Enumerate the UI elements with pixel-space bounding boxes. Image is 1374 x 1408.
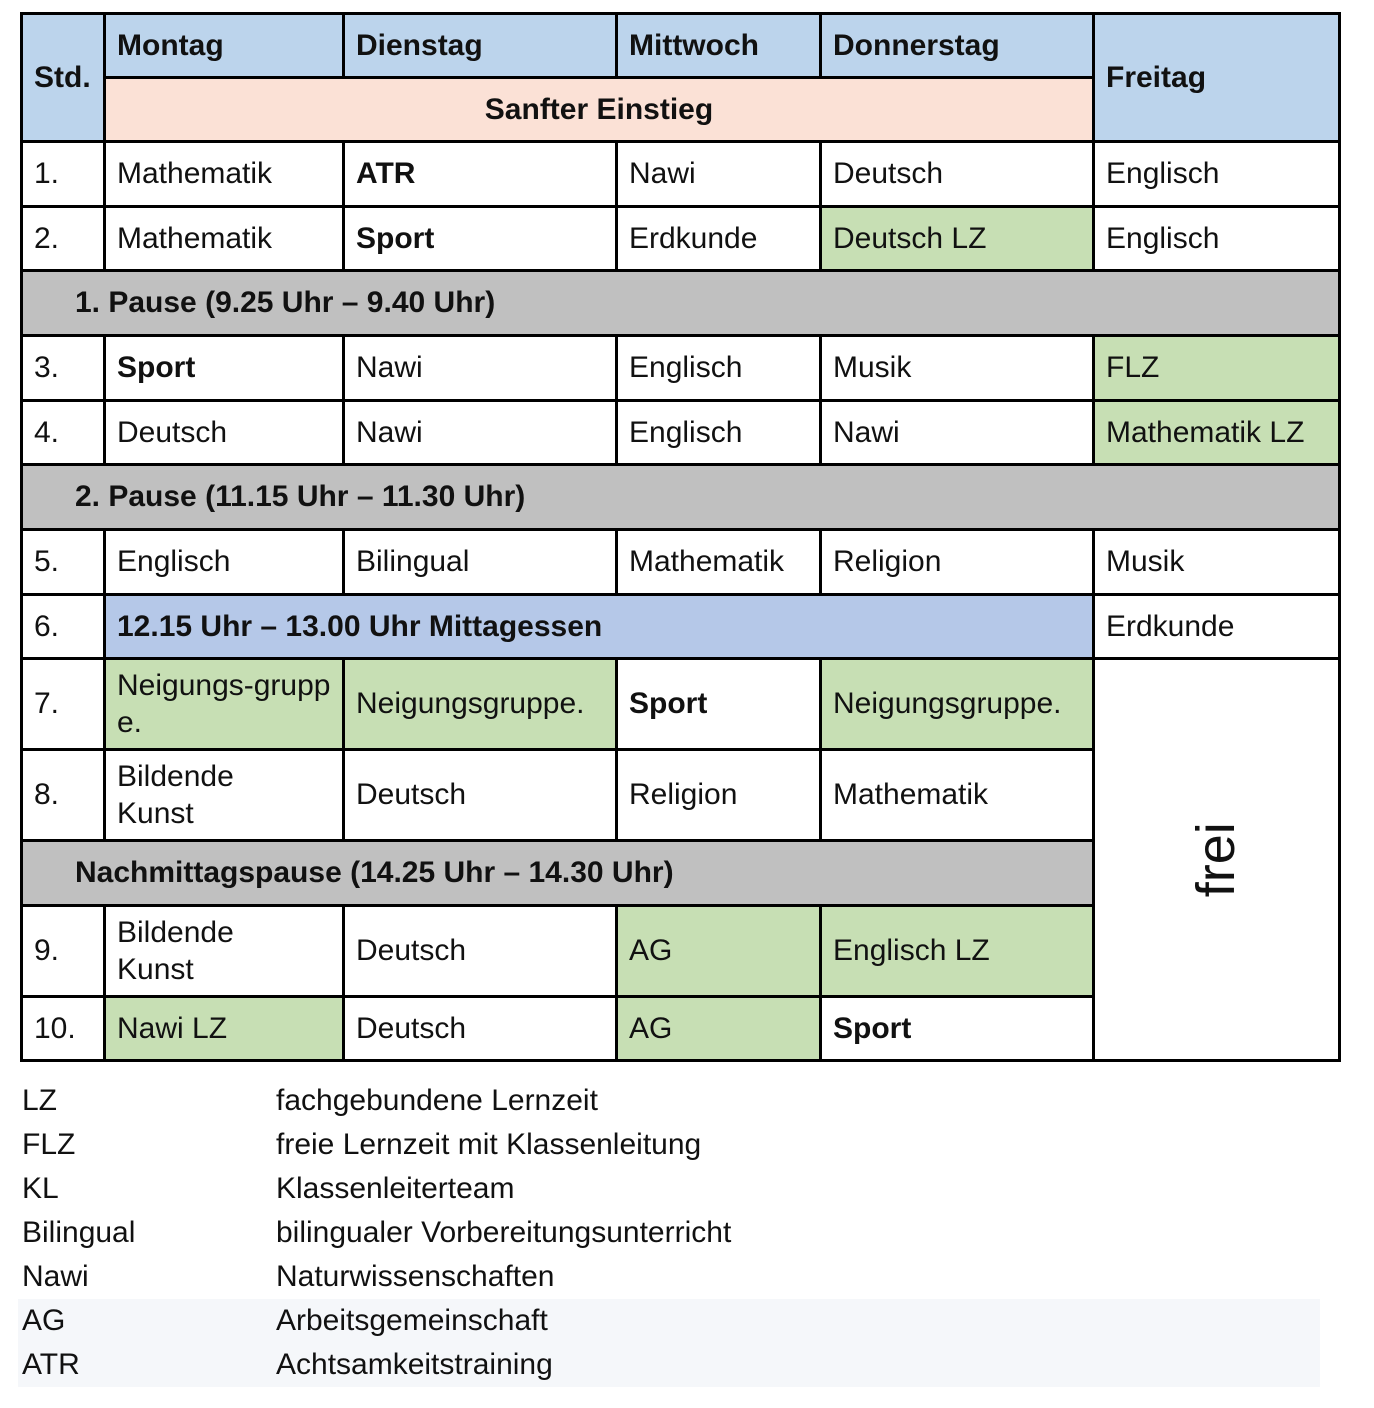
- period-number: 4.: [22, 401, 105, 465]
- lesson-cell: Mathematik: [617, 530, 821, 595]
- lesson-cell: Religion: [617, 750, 821, 841]
- lesson-cell: Deutsch: [105, 401, 344, 465]
- lesson-cell: Nawi: [821, 401, 1094, 465]
- legend-desc: freie Lernzeit mit Klassenleitung: [276, 1128, 702, 1161]
- lesson-cell: Nawi: [617, 142, 821, 207]
- lesson-cell: Nawi: [344, 401, 617, 465]
- lesson-cell: FLZ: [1094, 336, 1340, 401]
- header-std: Std.: [22, 14, 105, 142]
- sanfter-einstieg-banner: Sanfter Einstieg: [105, 78, 1094, 142]
- lesson-cell: Sport: [105, 336, 344, 401]
- period-number: 8.: [22, 750, 105, 841]
- lesson-cell: Mathematik: [821, 750, 1094, 841]
- period-number: 6.: [22, 595, 105, 659]
- frei-cell: [1094, 659, 1340, 1061]
- legend-abbr: LZ: [22, 1084, 58, 1117]
- period-number: 1.: [22, 142, 105, 207]
- header-freitag: Freitag: [1094, 14, 1340, 142]
- legend-row: [18, 1211, 1320, 1255]
- lesson-cell: Mathematik: [105, 142, 344, 207]
- period-number: 10.: [22, 997, 105, 1061]
- legend-desc: Arbeitsgemeinschaft: [276, 1304, 548, 1337]
- lesson-cell: Sport: [344, 207, 617, 271]
- lesson-cell: Neigungs-gruppe.: [105, 659, 344, 750]
- lesson-cell: Musik: [1094, 530, 1340, 595]
- legend-row: [18, 1167, 1320, 1211]
- lesson-cell: Bildende Kunst: [105, 750, 344, 841]
- lesson-cell: Sport: [821, 997, 1094, 1061]
- timetable: [20, 12, 1341, 1062]
- header-montag: Montag: [105, 14, 344, 78]
- lesson-cell: Englisch: [105, 530, 344, 595]
- legend-desc: fachgebundene Lernzeit: [276, 1084, 598, 1117]
- legend-abbr: Nawi: [22, 1260, 89, 1293]
- legend-desc: Naturwissenschaften: [276, 1260, 555, 1293]
- lesson-cell: Deutsch LZ: [821, 207, 1094, 271]
- lesson-cell: Bildende Kunst: [105, 906, 344, 997]
- header-mittwoch: Mittwoch: [617, 14, 821, 78]
- lesson-cell: Englisch: [1094, 142, 1340, 207]
- lesson-cell: AG: [617, 997, 821, 1061]
- legend-row: [18, 1343, 1320, 1387]
- lesson-cell: Deutsch: [821, 142, 1094, 207]
- mittagessen-banner: 12.15 Uhr – 13.00 Uhr Mittagessen: [105, 595, 1094, 659]
- legend-desc: bilingualer Vorbereitungsunterricht: [276, 1216, 732, 1249]
- lesson-cell: Erdkunde: [617, 207, 821, 271]
- lesson-cell: Musik: [821, 336, 1094, 401]
- legend-row: [18, 1255, 1320, 1299]
- lesson-cell: Religion: [821, 530, 1094, 595]
- period-number: 7.: [22, 659, 105, 750]
- lesson-cell: ATR: [344, 142, 617, 207]
- lesson-cell: Englisch: [1094, 207, 1340, 271]
- lesson-cell: Deutsch: [344, 906, 617, 997]
- legend-abbr: AG: [22, 1304, 66, 1337]
- lesson-cell: Nawi LZ: [105, 997, 344, 1061]
- legend-row: [18, 1123, 1320, 1167]
- lesson-cell: Englisch LZ: [821, 906, 1094, 997]
- period-number: 2.: [22, 207, 105, 271]
- period-number: 9.: [22, 906, 105, 997]
- lesson-cell: AG: [617, 906, 821, 997]
- lesson-cell: Neigungsgruppe.: [344, 659, 617, 750]
- frei-label: frei: [1185, 821, 1246, 898]
- legend-abbr: Bilingual: [22, 1216, 136, 1249]
- legend-abbr: FLZ: [22, 1128, 76, 1161]
- legend: [18, 1079, 1320, 1387]
- lesson-cell: Englisch: [617, 336, 821, 401]
- pause-row: Nachmittagspause (14.25 Uhr – 14.30 Uhr): [22, 841, 1094, 906]
- pause-row: 1. Pause (9.25 Uhr – 9.40 Uhr): [22, 271, 1340, 336]
- lesson-cell: Deutsch: [344, 750, 617, 841]
- legend-desc: Klassenleiterteam: [276, 1172, 515, 1205]
- lesson-cell: Bilingual: [344, 530, 617, 595]
- lesson-cell: Deutsch: [344, 997, 617, 1061]
- legend-row: [18, 1299, 1320, 1343]
- period-number: 3.: [22, 336, 105, 401]
- header-dienstag: Dienstag: [344, 14, 617, 78]
- period-number: 5.: [22, 530, 105, 595]
- legend-abbr: ATR: [22, 1348, 80, 1381]
- header-donnerstag: Donnerstag: [821, 14, 1094, 78]
- lesson-cell: Sport: [617, 659, 821, 750]
- lesson-cell: Erdkunde: [1094, 595, 1340, 659]
- lesson-cell: Mathematik LZ: [1094, 401, 1340, 465]
- legend-abbr: KL: [22, 1172, 59, 1205]
- legend-desc: Achtsamkeitstraining: [276, 1348, 553, 1381]
- lesson-cell: Mathematik: [105, 207, 344, 271]
- lesson-cell: Neigungsgruppe.: [821, 659, 1094, 750]
- lesson-cell: Nawi: [344, 336, 617, 401]
- lesson-cell: Englisch: [617, 401, 821, 465]
- legend-row: [18, 1079, 1320, 1123]
- pause-row: 2. Pause (11.15 Uhr – 11.30 Uhr): [22, 465, 1340, 530]
